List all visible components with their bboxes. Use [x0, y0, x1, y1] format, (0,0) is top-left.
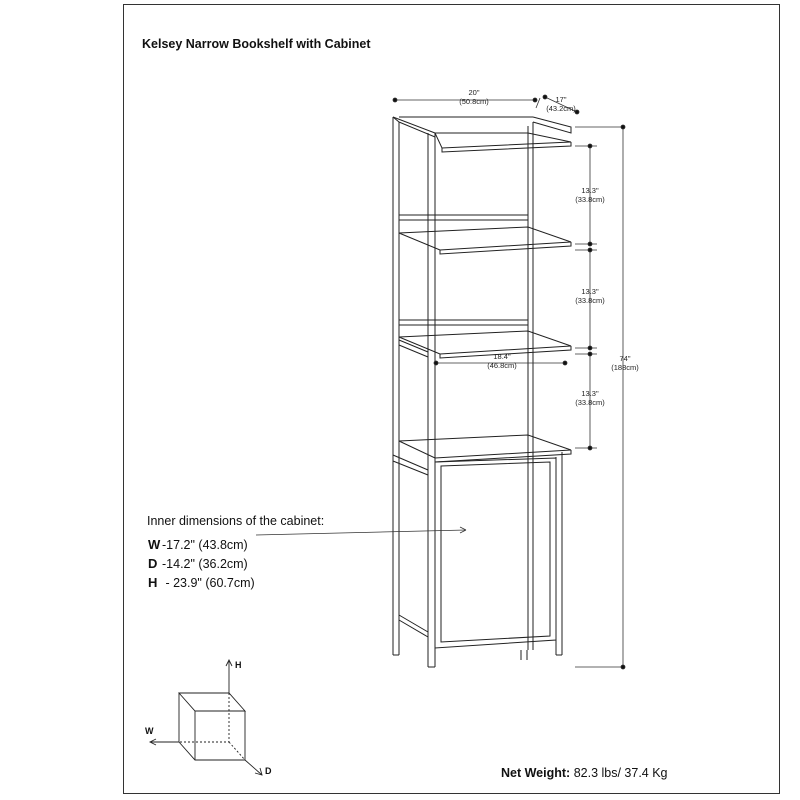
shelf-2: [399, 227, 571, 254]
net-weight-value: 82.3 lbs/ 37.4 Kg: [570, 766, 668, 780]
cabinet-width-axis: W: [148, 537, 161, 552]
cabinet-heading: Inner dimensions of the cabinet:: [147, 514, 325, 528]
axis-label-w: W: [145, 726, 154, 736]
left-rear-post: [428, 133, 435, 667]
cabinet-depth-axis: D: [148, 556, 158, 571]
page-title: Kelsey Narrow Bookshelf with Cabinet: [142, 37, 371, 51]
cabinet-height-axis: H: [148, 575, 158, 590]
inner-width-label: [480, 352, 524, 370]
height-inches: 74": [619, 354, 631, 363]
net-weight-label: Net Weight:: [501, 766, 571, 780]
inner-width-inches: 18.4": [493, 352, 511, 361]
height-cm: (188cm): [611, 363, 639, 372]
shelf-spacing-2-cm: (33.8cm): [575, 296, 605, 305]
left-front-post: [393, 117, 399, 655]
shelf-spacing-3-inches: 13.3": [581, 389, 599, 398]
side-rail-low: [393, 455, 428, 475]
side-rail-bottom: [399, 615, 428, 637]
right-front-post: [556, 452, 562, 655]
depth-cm: (43.2cm): [546, 104, 576, 113]
cabinet-height-row: [148, 575, 255, 590]
shelf-spacing-1-cm: (33.8cm): [575, 195, 605, 204]
inner-width-cm: (46.8cm): [487, 361, 517, 370]
feet: [393, 650, 562, 667]
cabinet-depth-row: [148, 556, 248, 571]
cabinet-depth-value: -14.2" (36.2cm): [162, 557, 248, 571]
shelf-spacing-label-2: [568, 287, 612, 305]
shelf-spacing-1-inches: 13.3": [581, 186, 599, 195]
height-label: [600, 354, 650, 372]
shelf-spacing-label-1: [568, 186, 612, 204]
axis-label-d: D: [265, 766, 272, 776]
width-cm: (50.8cm): [459, 97, 489, 106]
axis-cube-icon: [150, 660, 262, 775]
shelf-spacing-label-3: [568, 389, 612, 407]
shelf-spacing-2-inches: 13.3": [581, 287, 599, 296]
side-back-rail-2: [399, 320, 528, 325]
shelf-1: [435, 133, 571, 152]
side-back-rail: [399, 215, 528, 220]
axis-label-h: H: [235, 660, 242, 670]
depth-label: [541, 95, 581, 113]
net-weight: [501, 766, 668, 780]
cabinet-width-value: -17.2" (43.8cm): [162, 538, 248, 552]
cabinet-door: [435, 458, 556, 648]
shelf-spacing-3-cm: (33.8cm): [575, 398, 605, 407]
right-rear-post: [528, 122, 533, 650]
cabinet-width-row: [148, 537, 248, 552]
width-label: [444, 88, 504, 106]
top-rail-right: [533, 117, 571, 133]
depth-inches: 17": [555, 95, 567, 104]
width-inches: 20": [468, 88, 480, 97]
cabinet-height-value: - 23.9" (60.7cm): [162, 576, 255, 590]
